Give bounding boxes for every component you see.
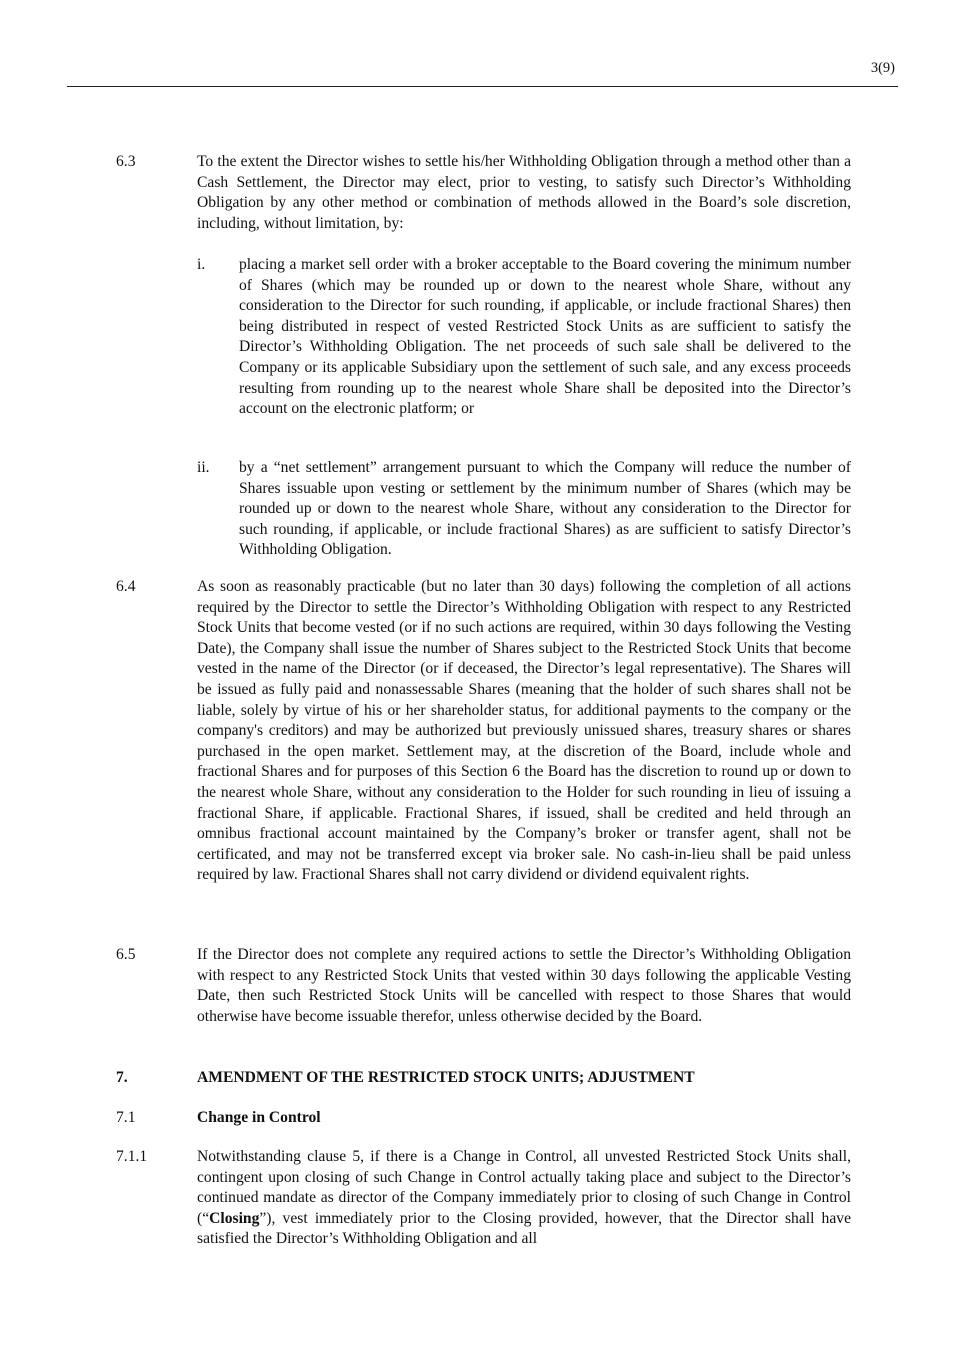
page-number: 3(9) [870, 60, 895, 76]
clause-heading: Change in Control [197, 1109, 321, 1126]
clause-number: 6.4 [116, 578, 136, 595]
clause-6-5 [116, 945, 851, 1027]
clause-number: 7.1 [116, 1109, 136, 1126]
clause-7-1-heading [116, 1108, 851, 1129]
clause-6-3 [116, 152, 851, 234]
clause-6-4 [116, 577, 851, 886]
clause-text: As soon as reasonably practicable (but no later than 30 days) following the completion of all actions required by the Director to settle the Director’s Withholding Obligation with respect to any Restricted Stock Units that become vested (or if no such actions are required, within 30 days following the Vesting Date), the Company shall issue the number of Shares subject to the Restricted Stock Units that become vested in the name of the Director (or if deceased, the Director’s legal representative). The Shares will be issued as fully paid and nonassessable Shares (meaning that the holder of such shares shall not be liable, solely by virtue of his or her shareholder status, for additional payments to the company or the company's creditors) and may be authorized but previously unissued shares, treasury shares or shares purchased in the open market. Settlement may, at the discretion of the Board, include whole and fractional Shares and for purposes of this Section 6 the Board has the discretion to round up or down to the nearest whole Share, without any consideration to the Holder for such rounding in lieu of issuing a fractional Share, if applicable. Fractional Shares, if issued, shall be credited and held through an omnibus fractional account maintained by the Company’s broker or transfer agent, shall not be certificated, and may not be transferred except via broker sale. No cash-in-lieu shall be paid unless required by law. Fractional Shares shall not carry dividend or dividend equivalent rights. [197, 578, 851, 884]
clause-number: 6.3 [116, 153, 136, 170]
list-item-number: i. [197, 256, 206, 273]
header-rule [67, 86, 898, 87]
clause-text: To the extent the Director wishes to settle his/her Withholding Obligation through a method other than a Cash Settlement, the Director may elect, prior to vesting, to satisfy such Director’s Withholding Obligation by any other method or combination of methods allowed in the Board’s sole discretion, including, without limitation, by: [197, 153, 851, 232]
list-item-i [197, 255, 851, 420]
clause-text: If the Director does not complete any required actions to settle the Director’s Withholding Obligation with respect to any Restricted Stock Units that vested within 30 days following the applicable Vesting Date, then such Restricted Stock Units will be cancelled with respect to those Shares that would otherwise have become issuable therefor, unless otherwise decided by the Board. [197, 946, 851, 1025]
list-item-number: ii. [197, 459, 210, 476]
list-item-text: placing a market sell order with a broker acceptable to the Board covering the minimum number of Shares (which may be rounded up or down to the nearest whole Share, without any consideration to the Director for such rounding, if applicable, or include fractional Shares) then being distributed in respect of vested Restricted Stock Units as are sufficient to satisfy the Director’s Withholding Obligation. The net proceeds of such sale shall be delivered to the Company or its applicable Subsidiary upon the settlement of such sale, and any excess proceeds resulting from rounding up to the nearest whole Share shall be deposited into the Director’s account on the electronic platform; or [239, 256, 851, 418]
clause-text-part: Notwithstanding clause 5, if there is a Change in Control, all unvested Restricted Stock Units shall, contingent upon closing of such Change in Control actually taking place and subject to the Director’s continued mandate as director of the Company immediately prior to closing of such Change in Control (“ [197, 1148, 851, 1227]
list-item-ii [197, 458, 851, 561]
clause-number: 7.1.1 [116, 1148, 148, 1165]
clause-text [197, 1147, 851, 1250]
section-number: 7. [116, 1069, 128, 1086]
clause-text-part: ”), vest immediately prior to the Closing provided, however, that the Director shall have satisfied the Director’s Withholding Obligation and all [197, 1209, 851, 1248]
clause-number: 6.5 [116, 946, 136, 963]
list-item-text: by a “net settlement” arrangement pursuant to which the Company will reduce the number of Shares issuable upon vesting or settlement by the minimum number of Shares (which may be rounded up or down to the nearest whole Share, without any consideration to the Director for such rounding, if applicable, or include fractional Shares) as are sufficient to satisfy Director’s Withholding Obligation. [239, 459, 851, 559]
section-heading: AMENDMENT OF THE RESTRICTED STOCK UNITS; ADJUSTMENT [197, 1069, 695, 1086]
clause-7-1-1 [116, 1147, 851, 1250]
defined-term: Closing [209, 1209, 260, 1227]
section-7-heading [116, 1068, 851, 1089]
